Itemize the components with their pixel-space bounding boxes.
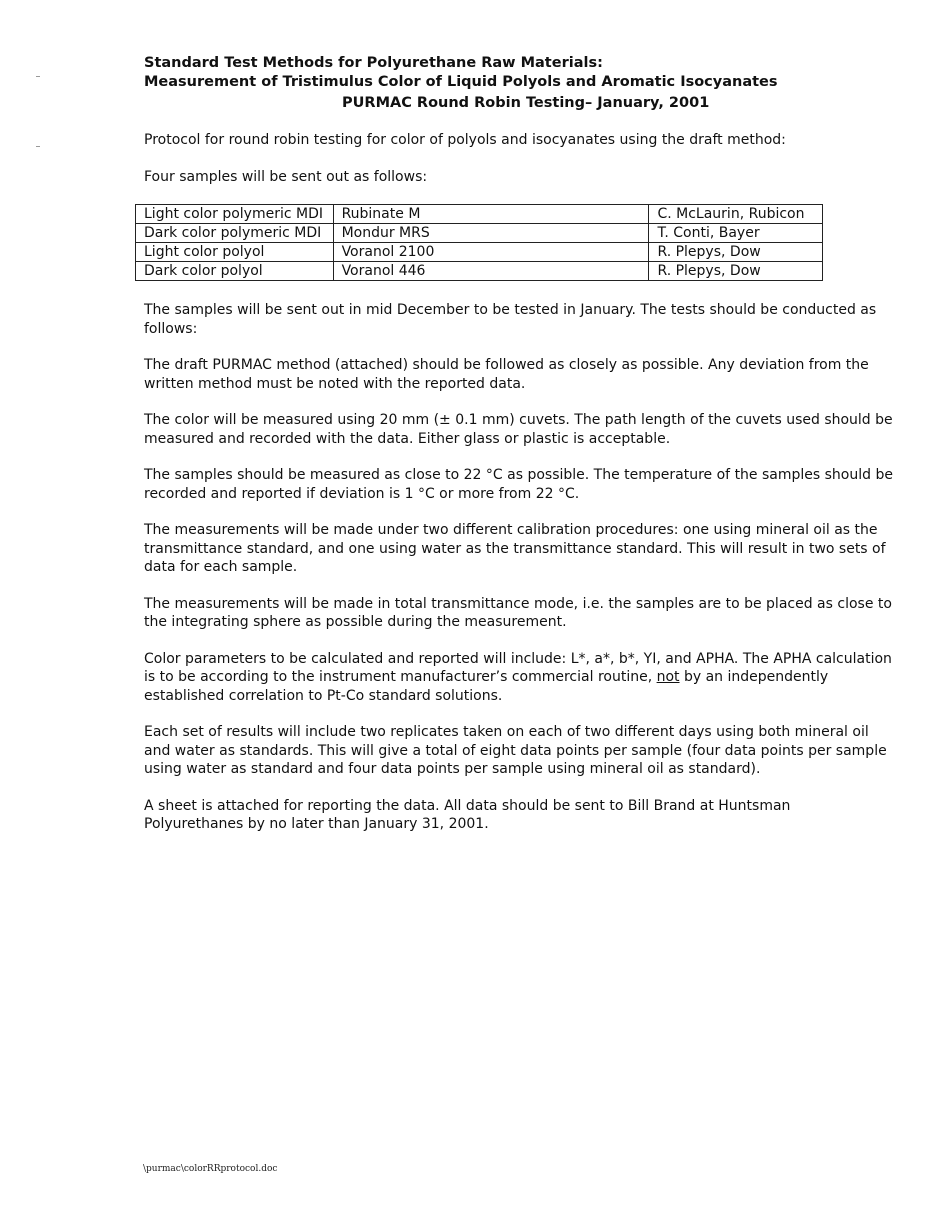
paragraph-method: The draft PURMAC method (attached) should be followed as closely as possible. Any deviation from the written method must be noted with the reported data. bbox=[144, 357, 869, 392]
sample-product: Rubinate M bbox=[333, 205, 649, 224]
paragraph-color-parameters bbox=[144, 650, 894, 706]
paragraph-cuvets: The color will be measured using 20 mm (± 0.1 mm) cuvets. The path length of the cuvets used should be measured and recorded with the data. Either glass or plastic is acceptable. bbox=[144, 412, 893, 447]
table-row bbox=[136, 243, 823, 262]
sample-type: Light color polyol bbox=[136, 243, 334, 262]
paragraph-transmittance: The measurements will be made in total transmittance mode, i.e. the samples are to be placed as close to the integrating sphere as possible during the measurement. bbox=[144, 595, 892, 630]
file-path-footer: \purmac\colorRRprotocol.doc bbox=[143, 1164, 278, 1174]
paragraph-replicates: Each set of results will include two replicates taken on each of two different days using both mineral oil and water as standards. This will give a total of eight data points per sample (four data points per sample using water as standard and four data points per sample using mineral oil as standard). bbox=[144, 724, 887, 777]
sample-product: Voranol 2100 bbox=[333, 243, 649, 262]
protocol-intro: Protocol for round robin testing for color of polyols and isocyanates using the draft method: bbox=[144, 132, 786, 148]
table-row bbox=[136, 262, 823, 281]
color-parameters-text: Color parameters to be calculated and reported will include: L*, a*, b*, YI, and APHA. The APHA calculation is to be according to the instrument manufacturer’s commercial routine, bbox=[144, 650, 892, 685]
sample-contact: R. Plepys, Dow bbox=[649, 262, 823, 281]
scan-mark bbox=[36, 146, 40, 147]
paragraph-schedule: The samples will be sent out in mid December to be tested in January. The tests should be conducted as follows: bbox=[144, 302, 877, 337]
title-line-3: PURMAC Round Robin Testing– January, 2001 bbox=[342, 95, 710, 111]
table-row bbox=[136, 224, 823, 243]
title-line-1: Standard Test Methods for Polyurethane Raw Materials: bbox=[144, 55, 603, 71]
sample-product: Voranol 446 bbox=[333, 262, 649, 281]
title-line-2: Measurement of Tristimulus Color of Liquid Polyols and Aromatic Isocyanates bbox=[144, 74, 778, 90]
sample-contact: C. McLaurin, Rubicon bbox=[649, 205, 823, 224]
paragraph-calibration: The measurements will be made under two different calibration procedures: one using mineral oil as the transmittance standard, and one using water as the transmittance standard. This will result in two sets of data for each sample. bbox=[144, 522, 886, 575]
sample-type: Light color polymeric MDI bbox=[136, 205, 334, 224]
table-row bbox=[136, 205, 823, 224]
underlined-not: not bbox=[656, 669, 680, 685]
sample-contact: R. Plepys, Dow bbox=[649, 243, 823, 262]
sample-product: Mondur MRS bbox=[333, 224, 649, 243]
document-page bbox=[144, 54, 894, 852]
samples-table bbox=[135, 204, 823, 281]
samples-lead: Four samples will be sent out as follows: bbox=[144, 168, 428, 185]
paragraph-temperature: The samples should be measured as close to 22 °C as possible. The temperature of the samples should be recorded and reported if deviation is 1 °C or more from 22 °C. bbox=[144, 467, 893, 502]
sample-type: Dark color polymeric MDI bbox=[136, 224, 334, 243]
paragraph-reporting: A sheet is attached for reporting the data. All data should be sent to Bill Brand at Huntsman Polyurethanes by no later than January 31, 2001. bbox=[144, 797, 791, 832]
sample-type: Dark color polyol bbox=[136, 262, 334, 281]
color-parameters-text-end: by an independently established correlation to Pt-Co standard solutions. bbox=[144, 669, 829, 704]
scan-mark bbox=[36, 76, 40, 77]
sample-contact: T. Conti, Bayer bbox=[649, 224, 823, 243]
